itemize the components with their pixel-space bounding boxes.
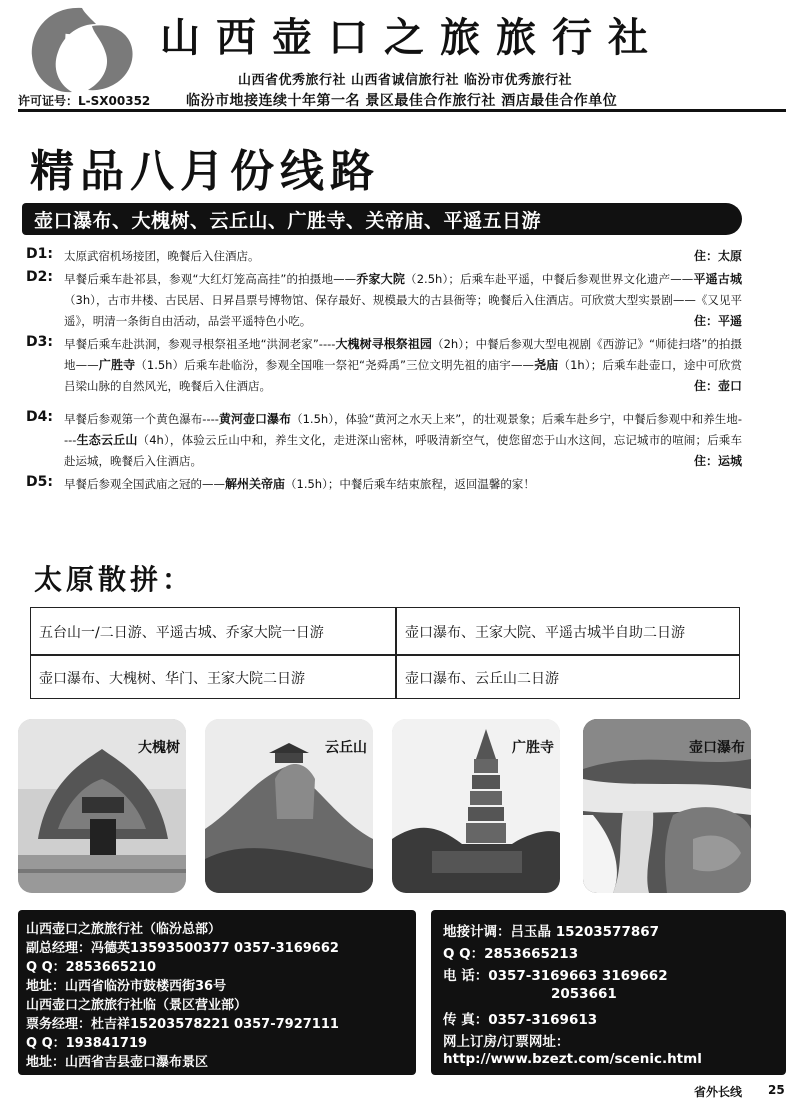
attraction-name: 乔家大院 (356, 272, 406, 286)
day-label: D5: (26, 474, 53, 490)
contact-panel-booking (431, 910, 786, 1075)
day-text: （1h）；后乘车赴壶口，途中可欣赏吕梁山脉的自然风光，晚餐后入住酒店。 (64, 358, 742, 393)
day-description (64, 246, 742, 267)
itinerary-day (26, 474, 742, 495)
attraction-name: 平遥古城 (693, 272, 742, 286)
contact-line: 网上订房/订票网址： (443, 1034, 570, 1050)
day-description (64, 334, 742, 397)
day-text: 早餐后参观全国武庙之冠的—— (64, 477, 225, 491)
tour-item: 壶口瀑布、云丘山二日游 (405, 671, 559, 687)
contact-panel-headquarters (18, 910, 416, 1075)
contact-line: 副总经理：冯德英13593500377 0357-3169662 (26, 941, 339, 956)
day-text: （1.5h）；中餐后乘车结束旅程，返回温馨的家！ (285, 477, 535, 491)
itinerary (26, 246, 742, 497)
itinerary-day (26, 334, 742, 397)
day-stay: 住：壶口 (693, 379, 742, 393)
contact-line: 2053661 (551, 986, 617, 1002)
day-text: 早餐后乘车赴祁县，参观“大红灯笼高高挂”的拍摄地—— (64, 272, 357, 286)
day-text: （3h），古市井楼、古民居、日昇昌票号博物馆、保存最好、规模最大的古县衙等；晚餐后入住酒店。可欣赏大型实景剧——《又见平遥》，明清一条街自由活动，品尝平遥特色小吃。 (64, 293, 742, 328)
contact-line: 山西壶口之旅旅行社（临汾总部） (26, 922, 222, 937)
license-number: 许可证号：L-SX00352 (18, 94, 151, 108)
day-stay: 住：平遥 (693, 314, 742, 328)
day-label: D3: (26, 334, 53, 350)
agency-logo (22, 4, 140, 96)
photo-hukou-waterfall (583, 719, 751, 893)
day-text: （1.5h），体验“黄河之水天上来”，的壮观景象；后乘车赴乡宁，中餐后参观中和养生地---- (64, 412, 742, 447)
photo-dahuaishu (18, 719, 186, 893)
header-divider (18, 109, 786, 112)
attraction-name: 尧庙 (533, 358, 559, 372)
page-number: 25 (768, 1083, 785, 1097)
tour-table (30, 607, 740, 699)
photo-label: 大槐树 (138, 740, 180, 756)
photo-yunqiushan (205, 719, 373, 893)
tour-item: 壶口瀑布、王家大院、平遥古城半自助二日游 (405, 625, 685, 641)
contact-line: 电 话：0357-3169663 3169662 (443, 968, 668, 984)
spacer (26, 399, 742, 409)
footer-section-label: 省外长线 (694, 1085, 743, 1099)
day-text: 太原武宿机场接团，晚餐后入住酒店。 (64, 249, 260, 263)
itinerary-day (26, 269, 742, 332)
day-stay: 住：运城 (693, 454, 742, 468)
itinerary-day (26, 246, 742, 267)
contact-line: 地址：山西省临汾市鼓楼西街36号 (26, 979, 227, 994)
day-stay: 住：太原 (693, 249, 742, 263)
tour-item: 壶口瀑布、大槐树、华门、王家大院二日游 (39, 671, 305, 687)
day-text: （2.5h）；后乘车赴平遥，中餐后参观世界文化遗产—— (405, 272, 694, 286)
page-title: 精品八月份线路 (30, 146, 380, 197)
contact-line: 地址：山西省吉县壶口瀑布景区 (26, 1055, 209, 1070)
day-description (64, 409, 742, 472)
day-text: （1.5h）后乘车赴临汾，参观全国唯一祭祀“尧舜禹”三位文明先祖的庙宇—— (135, 358, 534, 372)
day-label: D2: (26, 269, 53, 285)
agency-name: 山西壶口之旅旅行社 (160, 15, 664, 61)
attraction-name: 大槐树寻根祭祖园 (335, 337, 432, 351)
photo-label: 云丘山 (325, 740, 367, 756)
attraction-name: 生态云丘山 (76, 433, 138, 447)
day-text: （2h）；中餐后参观大型电视剧《西游记》“师徒扫塔”的拍摄地—— (64, 337, 742, 372)
contact-line: Q Q：193841719 (26, 1036, 148, 1051)
honors-line-1: 山西省优秀旅行社 山西省诚信旅行社 临汾市优秀旅行社 (238, 73, 573, 88)
day-description (64, 474, 742, 495)
table-divider (31, 654, 739, 656)
table-divider (395, 608, 397, 698)
itinerary-day (26, 409, 742, 472)
contact-line: 地接计调：吕玉晶 15203577867 (443, 924, 660, 940)
day-text: （4h），体验云丘山中和，养生文化，走进深山密林，呼吸清新空气，使您留恋于山水这间，忘记城市的喧闹；后乘车赴运城，晚餐后入住酒店。 (64, 433, 742, 468)
route-banner (22, 203, 742, 235)
contact-line: 山西壶口之旅旅行社临（景区营业部） (26, 998, 248, 1013)
day-label: D1: (26, 246, 53, 262)
contact-line: 传 真：0357-3169613 (443, 1012, 598, 1028)
photo-label: 壶口瀑布 (689, 740, 745, 756)
booking-url: http://www.bzezt.com/scenic.html (443, 1051, 702, 1067)
contact-line: 票务经理：杜吉祥15203578221 0357-7927111 (26, 1017, 339, 1032)
photo-label: 广胜寺 (512, 740, 554, 756)
honors-line-2: 临汾市地接连续十年第一名 景区最佳合作旅行社 酒店最佳合作单位 (186, 93, 618, 109)
tour-item: 五台山一/二日游、平遥古城、乔家大院一日游 (39, 625, 324, 641)
day-text: 早餐后乘车赴洪洞，参观寻根祭祖圣地“洪洞老家”---- (64, 337, 336, 351)
day-label: D4: (26, 409, 53, 425)
section-title: 太原散拼： (34, 563, 195, 596)
photo-guangshengsi (392, 719, 560, 893)
route-banner-text: 壶口瀑布、大槐树、云丘山、广胜寺、关帝庙、平遥五日游 (34, 210, 542, 232)
contact-line: Q Q：2853665213 (443, 946, 579, 962)
attraction-name: 广胜寺 (98, 358, 136, 372)
contact-line: Q Q：2853665210 (26, 960, 157, 975)
day-text: 早餐后参观第一个黄色瀑布---- (64, 412, 219, 426)
attraction-name: 黄河壶口瀑布 (218, 412, 292, 426)
day-description (64, 269, 742, 332)
attraction-name: 解州关帝庙 (225, 477, 286, 491)
